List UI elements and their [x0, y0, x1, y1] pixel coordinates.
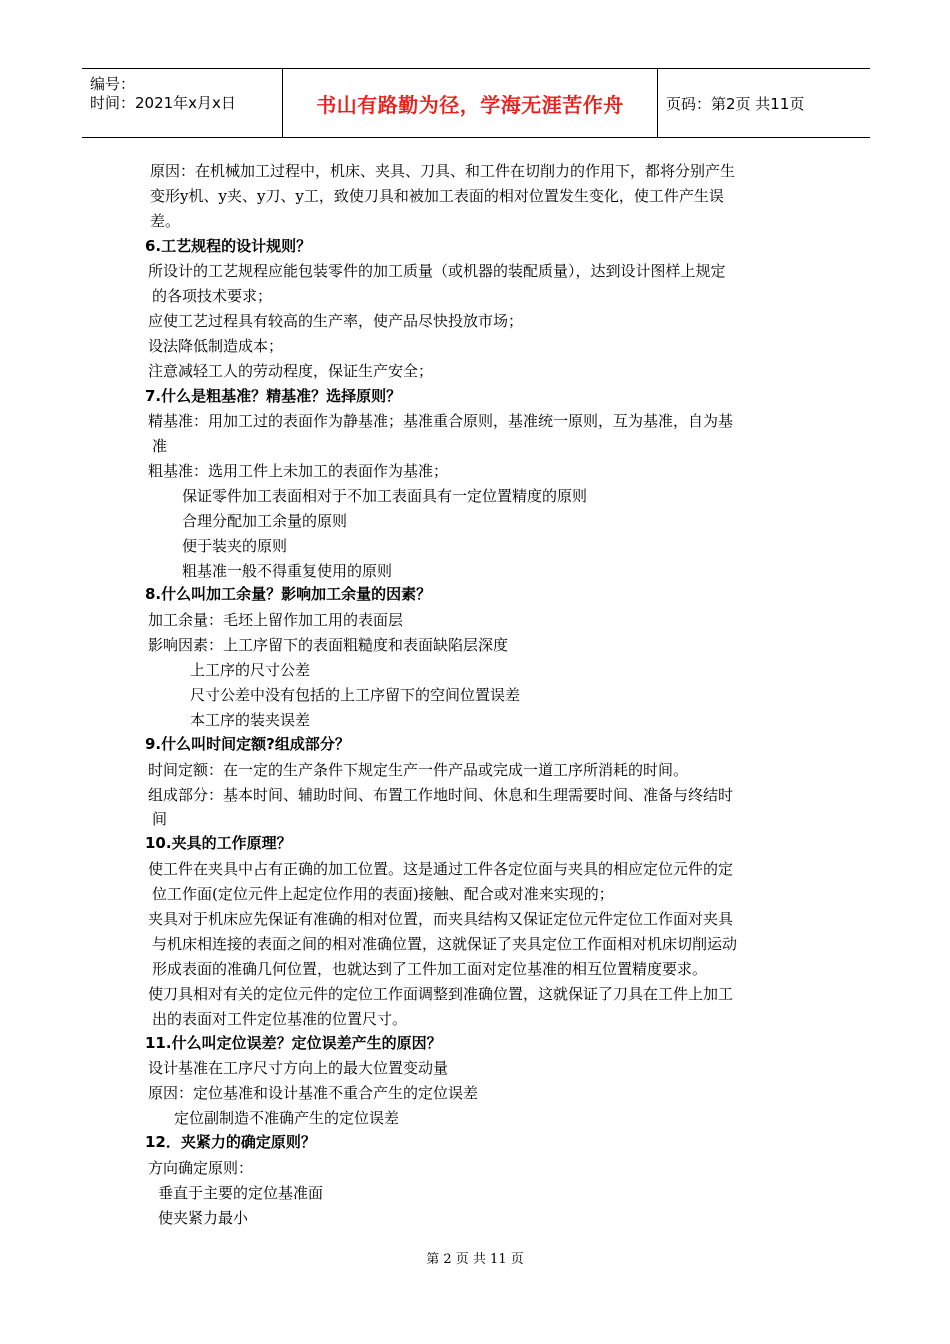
- body-line: 使刀具相对有关的定位元件的定位工作面调整到准确位置，这就保证了刀具在工件上加工: [148, 985, 734, 1003]
- question-heading: 10.夹具的工作原理？: [145, 834, 292, 852]
- body-line: 与机床相连接的表面之间的相对准确位置，这就保证了夹具定位工作面相对机床切削运动: [152, 935, 738, 953]
- body-line: 粗基准：选用工件上未加工的表面作为基准；: [148, 462, 449, 480]
- body-line: 的各项技术要求；: [152, 287, 273, 305]
- header-meta: [82, 69, 283, 137]
- body-line: 时间定额：在一定的生产条件下规定生产一件产品或完成一道工序所消耗的时间。: [148, 761, 689, 779]
- question-heading: 8.什么叫加工余量？影响加工余量的因素？: [145, 585, 432, 603]
- body-line: 尺寸公差中没有包括的上工序留下的空间位置误差: [190, 686, 521, 704]
- body-line: 垂直于主要的定位基准面: [158, 1184, 324, 1202]
- body-line: 精基准：用加工过的表面作为静基准；基准重合原则，基准统一原则，互为基准，自为基: [148, 412, 734, 430]
- body-line: 粗基准一般不得重复使用的原则: [182, 562, 393, 580]
- body-line: 定位副制造不准确产生的定位误差: [174, 1109, 400, 1127]
- body-line: 使工件在夹具中占有正确的加工位置。这是通过工件各定位面与夹具的相应定位元件的定: [148, 860, 734, 878]
- body-line: 间: [152, 810, 168, 828]
- body-line: 组成部分：基本时间、辅助时间、布置工作地时间、休息和生理需要时间、准备与终结时: [148, 786, 734, 804]
- body-line: 合理分配加工余量的原则: [182, 512, 348, 530]
- body-line: 设法降低制造成本；: [148, 337, 284, 355]
- body-line: 影响因素：上工序留下的表面粗糙度和表面缺陷层深度: [148, 636, 509, 654]
- body-line: 上工序的尺寸公差: [190, 661, 311, 679]
- body-line: 位工作面(定位元件上起定位作用的表面)接触、配合或对准来实现的；: [152, 885, 614, 903]
- body-line: 所设计的工艺规程应能包装零件的加工质量（或机器的装配质量），达到设计图样上规定: [148, 262, 726, 280]
- body-line: 变形y机、y夹、y刀、y工，致使刀具和被加工表面的相对位置发生变化，使工件产生误: [150, 187, 724, 205]
- header-page-info: 页码：第2页 共11页: [666, 94, 805, 113]
- document-date: 时间：2021年x月x日: [90, 94, 236, 112]
- body-line: 注意减轻工人的劳动程度，保证生产安全；: [148, 362, 434, 380]
- question-heading: 7.什么是粗基准？精基准？选择原则？: [145, 387, 402, 405]
- body-line: 本工序的装夹误差: [190, 711, 311, 729]
- body-line: 加工余量：毛坯上留作加工用的表面层: [148, 611, 404, 629]
- question-heading: 9.什么叫时间定额?组成部分？: [145, 735, 350, 753]
- body-line: 保证零件加工表面相对于不加工表面具有一定位置精度的原则: [182, 487, 588, 505]
- page-header: [82, 68, 870, 138]
- body-line: 形成表面的准确几何位置，也就达到了工件加工面对定位基准的相互位置精度要求。: [152, 960, 708, 978]
- question-heading: 6.工艺规程的设计规则？: [145, 237, 312, 255]
- body-line: 便于装夹的原则: [182, 537, 288, 555]
- document-number: 编号：: [90, 75, 136, 93]
- body-line: 准: [152, 437, 168, 455]
- body-line: 设计基准在工序尺寸方向上的最大位置变动量: [148, 1059, 449, 1077]
- body-line: 应使工艺过程具有较高的生产率，使产品尽快投放市场；: [148, 312, 524, 330]
- body-line: 夹具对于机床应先保证有准确的相对位置，而夹具结构又保证定位元件定位工作面对夹具: [148, 910, 734, 928]
- header-motto: 书山有路勤为径，学海无涯苦作舟: [316, 92, 624, 117]
- body-line: 原因：在机械加工过程中，机床、夹具、刀具、和工件在切削力的作用下，都将分别产生: [150, 162, 736, 180]
- page-footer: 第 2 页 共 11 页: [426, 1252, 524, 1267]
- body-line: 使夹紧力最小: [158, 1209, 249, 1227]
- body-line: 差。: [150, 212, 181, 230]
- header-motto-cell: [283, 69, 658, 137]
- header-page-cell: [658, 69, 870, 137]
- question-heading: 11.什么叫定位误差？定位误差产生的原因？: [145, 1034, 442, 1052]
- body-line: 方向确定原则：: [148, 1159, 254, 1177]
- question-heading: 12．夹紧力的确定原则？: [145, 1133, 316, 1151]
- body-line: 出的表面对工件定位基准的位置尺寸。: [152, 1010, 408, 1028]
- body-line: 原因：定位基准和设计基准不重合产生的定位误差: [148, 1084, 479, 1102]
